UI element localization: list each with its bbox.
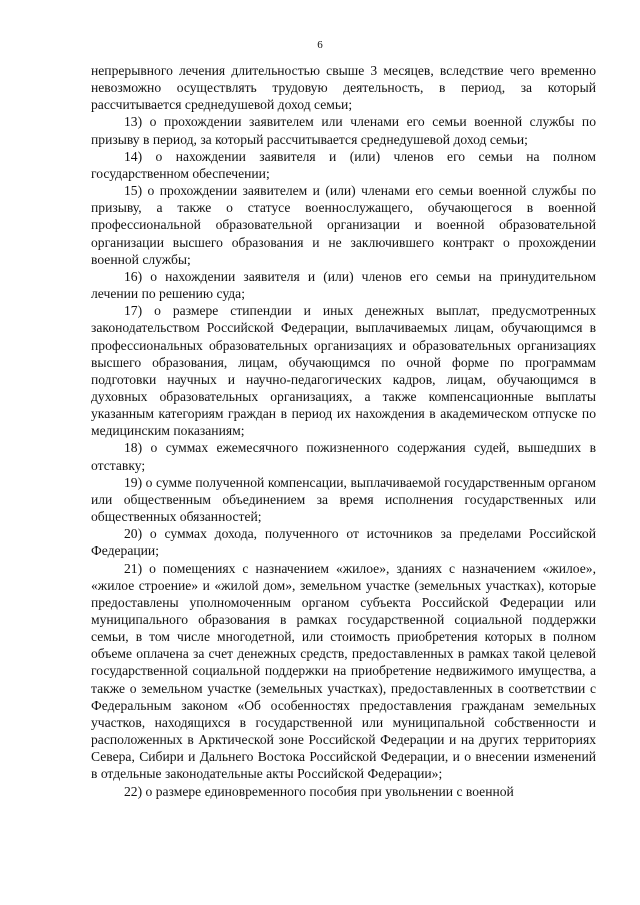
paragraph: 16) о нахождении заявителя и (или) членов его семьи на принудительном лечении по решению суда; — [91, 268, 596, 302]
paragraph: 18) о суммах ежемесячного пожизненного содержания судей, вышедших в отставку; — [91, 440, 596, 473]
paragraph: 19) о сумме полученной компенсации, выплачиваемой государственным органом или общественным объединением за время исполнения государственных или общественных обязанностей; — [91, 474, 596, 525]
paragraph: 20) о суммах дохода, полученного от источников за пределами Российской Федерации; — [91, 526, 596, 559]
paragraph: 22) о размере единовременного пособия при увольнении с военной — [124, 783, 514, 799]
paragraph: 13) о прохождении заявителем или членами его семьи военной службы по призыву в период, за который рассчитывается среднедушевой доход семьи; — [91, 114, 596, 147]
page-number: 6 — [317, 39, 323, 51]
paragraph: 17) о размере стипендии и иных денежных выплат, предусмотренных законодательством Российской Федерации, выплачиваемых лицам, обучающимся в профессиональных образовательных организациях и образовательных организациях высшего образования, лицам, обучающимся по очной форме по программам подготовки научных и научно-педагогических кадров, лицам, обучающимся в духовных образовательных организациях, а также компенсационные выплаты указанным категориям граждан в период их нахождения в академическом отпуске по медицинским показаниям; — [91, 303, 596, 439]
paragraph: 15) о прохождении заявителем и (или) членами его семьи военной службы по призыву, а также о статусе военнослужащего, обучающегося в военной профессиональной образовательной организации и военной образовательной организации высшего образования и не заключившего контракт о прохождении военной службы; — [91, 183, 596, 267]
paragraph: 14) о нахождении заявителя и (или) членов его семьи на полном государственном обеспечении; — [91, 148, 596, 181]
document-body — [91, 62, 596, 800]
paragraph: непрерывного лечения длительностью свыше 3 месяцев, вследствие чего временно невозможно осуществлять трудовую деятельность, в период, за который рассчитывается среднедушевой доход семьи; — [91, 63, 596, 113]
paragraph: 21) о помещениях с назначением «жилое», зданиях с назначением «жилое», «жилое строение» и «жилой дом», земельном участке (земельных участках), которые предоставлены уполномоченным органом субъекта Российской Федерации или муниципального образования в рамках государственной социальной поддержки семьи, в том числе многодетной, или стоимость приобретения которых в полном объеме оплачена за счет денежных средств, предоставленных в рамках такой целевой государственной социальной поддержки на приобретение недвижимого имущества, а также о земельном участке (земельных участках), предоставленных в соответствии с Федеральным законом «Об особенностях предоставления гражданам земельных участков, находящихся в государственной или муниципальной собственности и расположенных в Арктической зоне Российской Федерации и на других территориях Севера, Сибири и Дальнего Востока Российской Федерации, и о внесении изменений в отдельные законодательные акты Российской Федерации»; — [91, 560, 596, 782]
